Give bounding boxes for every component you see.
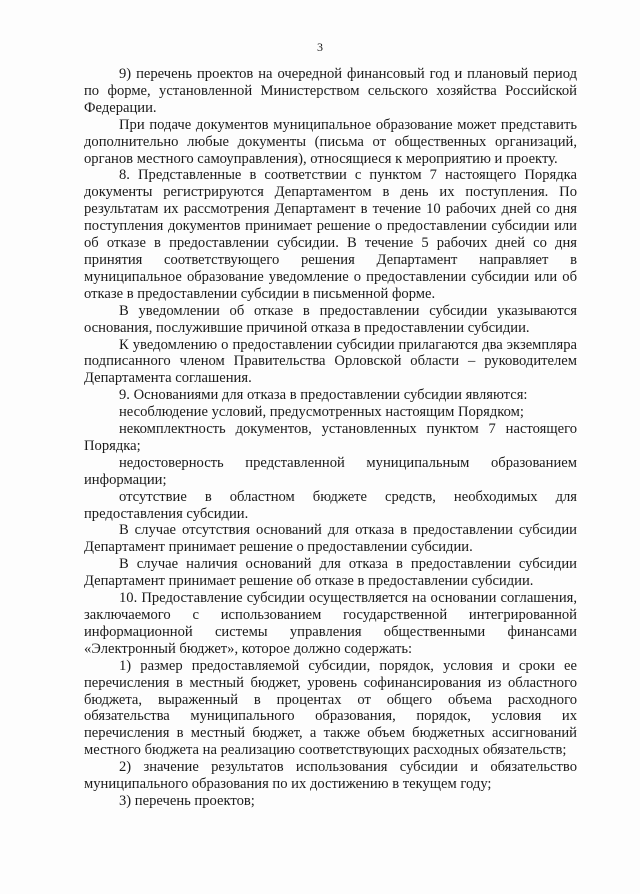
paragraph-agreement-item-2: 2) значение результатов использования субсидии и обязательство муниципального образования по их достижению в текущем году; [84,759,577,793]
paragraph-decision-grant: В случае отсутствия оснований для отказа в предоставлении субсидии Департамент принимает решение о предоставлении субсидии. [84,522,577,556]
paragraph-ground-noncompliance: несоблюдение условий, предусмотренных настоящим Порядком; [119,404,524,421]
paragraph-section-9-refusal-grounds: 9. Основаниями для отказа в предоставлении субсидии являются: [119,387,528,404]
paragraph-section-8-registration: 8. Представленные в соответствии с пунктом 7 настоящего Порядка документы регистрируются Департаментом в день их поступления. По результатам их рассмотрения Департамент в течение 10 рабочих дней со дня поступления документов принимает решение о предоставлении субсидии или об отказе в предоставлении субсидии. В течение 5 рабочих дней со дня принятия соответствующего решения Департамент направляет в муниципальное образование уведомление о предоставлении субсидии или об отказе в предоставлении субсидии в письменной форме. [84,167,577,302]
paragraph-ground-unreliable-information: недостоверность представленной муниципальным образованием информации; [84,454,577,488]
paragraph-refusal-notice: В уведомлении об отказе в предоставлении субсидии указываются основания, послужившие причиной отказа в предоставлении субсидии. [84,302,577,336]
paragraph-agreement-item-3: 3) перечень проектов; [119,792,255,809]
paragraph-section-10-agreement: 10. Предоставление субсидии осуществляется на основании соглашения, заключаемого с использованием государственной интегрированной информационной системы управления общественными финансами «Электронный бюджет», которое должно содержать: [84,590,577,657]
paragraph-item-9-project-list: 9) перечень проектов на очередной финансовый год и плановый период по форме, установленной Министерством сельского хозяйства Российской Федерации. [84,66,577,116]
page-number: 3 [317,40,323,54]
paragraph-ground-incomplete-documents: некомплектность документов, установленных пунктом 7 настоящего Порядка; [84,421,577,454]
paragraph-ground-no-budget-funds: отсутствие в областном бюджете средств, необходимых для предоставления субсидии. [84,488,577,522]
document-body [84,66,577,810]
paragraph-decision-refusal: В случае наличия оснований для отказа в предоставлении субсидии Департамент принимает решение об отказе в предоставлении субсидии. [84,556,577,590]
paragraph-agreement-item-1: 1) размер предоставляемой субсидии, порядок, условия и сроки ее перечисления в местный бюджет, уровень софинансирования из областного бюджета, выраженный в процентах от общего объема расходного обязательства муниципального образования, порядок, условия их перечисления в местный бюджет, а также объем бюджетных ассигнований местного бюджета на реализацию соответствующих расходных обязательств; [84,657,577,759]
paragraph-agreement-copies: К уведомлению о предоставлении субсидии прилагаются два экземпляра подписанного членом Правительства Орловской области – руководителем Департамента соглашения. [84,336,577,387]
paragraph-additional-documents: При подаче документов муниципальное образование может представить дополнительно любые документы (письма от общественных организаций, органов местного самоуправления), относящиеся к мероприятию и проекту. [84,116,577,167]
